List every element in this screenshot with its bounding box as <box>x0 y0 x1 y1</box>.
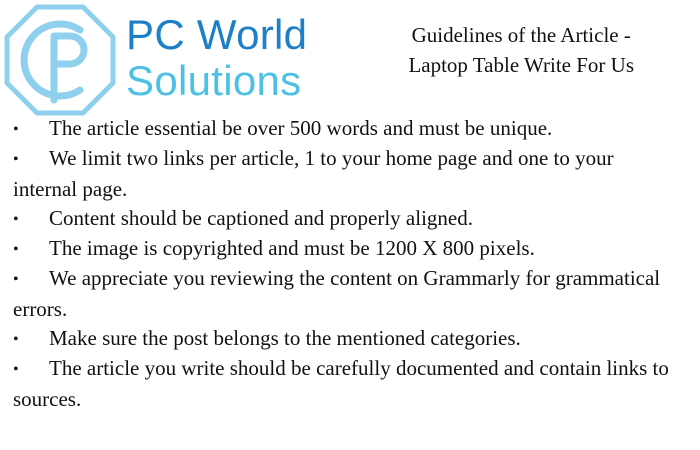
article-title-line1: Guidelines of the Article - <box>411 23 631 47</box>
guideline-text: We appreciate you reviewing the content on Grammarly for grammatical errors. <box>13 266 661 321</box>
guideline-item <box>13 204 673 234</box>
guideline-text: Make sure the post belongs to the mentioned categories. <box>49 326 521 351</box>
guideline-item <box>13 354 673 414</box>
article-title <box>408 20 634 80</box>
brand-name-line1: PC World <box>126 11 308 58</box>
bullet-icon: • <box>13 121 19 138</box>
guideline-text: The article essential be over 500 words and must be unique. <box>49 116 553 140</box>
bullet-icon: • <box>13 151 19 169</box>
cp-logo-icon <box>4 4 116 116</box>
brand-name-line2: Solutions <box>126 57 302 104</box>
guideline-item <box>13 114 673 144</box>
guideline-text: Content should be captioned and properly aligned. <box>49 205 473 230</box>
bullet-icon: • <box>13 331 19 349</box>
guideline-text: The image is copyrighted and must be 1200 X 800 pixels. <box>49 236 535 261</box>
bullet-icon: • <box>13 210 19 228</box>
guideline-item <box>13 264 673 324</box>
guideline-item <box>13 144 673 204</box>
article-title-line2: Laptop Table Write For Us <box>408 53 634 77</box>
guidelines-list <box>13 114 673 414</box>
bullet-icon: • <box>13 271 19 289</box>
guideline-item <box>13 234 673 264</box>
guideline-item <box>13 324 673 354</box>
brand-name <box>126 12 307 104</box>
bullet-icon: • <box>13 241 19 259</box>
guideline-text: The article you write should be carefully documented and contain links to sources. <box>13 356 669 411</box>
bullet-icon: • <box>13 361 19 379</box>
guideline-text: We limit two links per article, 1 to your home page and one to your internal page. <box>13 146 614 201</box>
